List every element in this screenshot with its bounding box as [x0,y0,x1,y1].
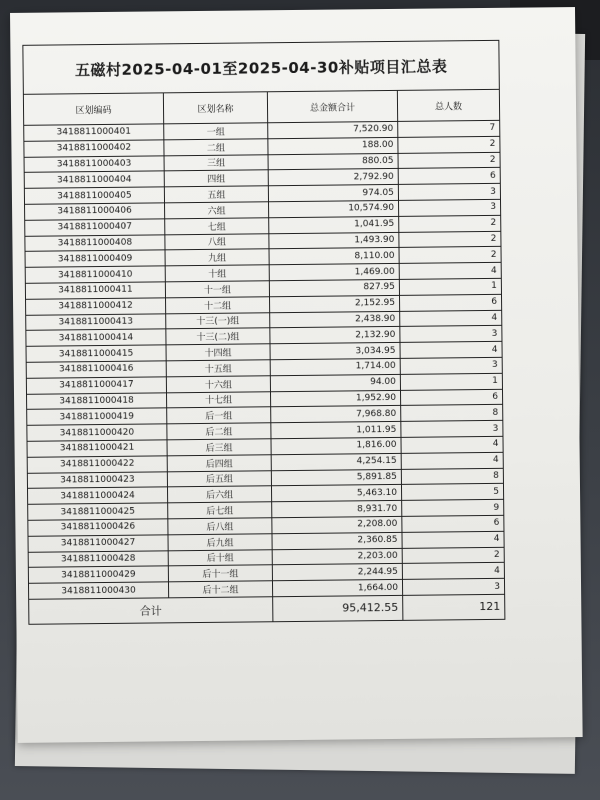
row-name: 三组 [164,154,268,171]
row-name: 十六组 [166,376,270,393]
header-code: 区划编码 [23,93,163,125]
header-count: 总人数 [397,89,499,121]
row-code: 3418811000415 [26,345,166,362]
row-amount: 1,664.00 [272,579,402,596]
row-code: 3418811000424 [27,487,167,504]
row-amount: 8,931.70 [272,501,402,518]
row-name: 后三组 [167,439,271,456]
row-count: 4 [401,436,503,453]
row-amount: 880.05 [268,153,398,170]
row-code: 3418811000414 [26,329,166,346]
row-amount: 2,438.90 [270,311,400,328]
row-amount: 1,714.00 [270,358,400,375]
row-amount: 827.95 [269,279,399,296]
row-count: 2 [402,547,504,564]
row-name: 后十二组 [168,581,272,598]
row-count: 3 [400,357,502,374]
row-code: 3418811000421 [27,440,167,457]
row-count: 6 [400,389,502,406]
row-name: 二组 [164,139,268,156]
row-amount: 3,034.95 [270,343,400,360]
row-name: 一组 [164,123,268,140]
row-amount: 2,360.85 [272,532,402,549]
row-name: 五组 [164,186,268,203]
paper-sheet [10,7,583,743]
row-amount: 5,463.10 [271,485,401,502]
row-name: 后八组 [168,518,272,535]
row-name: 后七组 [168,502,272,519]
row-amount: 2,208.00 [272,516,402,533]
row-code: 3418811000407 [25,219,165,236]
table-title: 五磁村2025-04-01至2025-04-30补贴项目汇总表 [23,40,500,94]
row-amount: 1,816.00 [271,437,401,454]
row-count: 2 [398,152,500,169]
row-code: 3418811000426 [28,519,168,536]
row-count: 3 [401,420,503,437]
row-name: 后十一组 [168,565,272,582]
row-amount: 1,493.90 [269,232,399,249]
row-code: 3418811000406 [25,203,165,220]
row-count: 8 [401,468,503,485]
total-label: 合计 [29,597,273,625]
summary-table [22,40,505,625]
row-name: 后一组 [167,407,271,424]
row-amount: 5,891.85 [271,469,401,486]
row-amount: 1,952.90 [270,390,400,407]
row-amount: 2,132.90 [270,327,400,344]
row-amount: 2,792.90 [268,169,398,186]
row-amount: 4,254.15 [271,453,401,470]
row-amount: 974.05 [268,185,398,202]
row-count: 4 [400,310,502,327]
row-count: 6 [398,168,500,185]
row-name: 十七组 [166,391,270,408]
row-count: 2 [399,215,501,232]
row-code: 3418811000419 [27,408,167,425]
row-name: 八组 [165,233,269,250]
row-code: 3418811000423 [27,471,167,488]
row-code: 3418811000409 [25,250,165,267]
row-amount: 7,968.80 [271,406,401,423]
row-amount: 1,041.95 [269,216,399,233]
row-code: 3418811000403 [24,155,164,172]
row-name: 后十组 [168,549,272,566]
row-code: 3418811000427 [28,535,168,552]
row-amount: 94.00 [270,374,400,391]
row-code: 3418811000422 [27,456,167,473]
header-name: 区划名称 [163,92,267,124]
row-code: 3418811000425 [28,503,168,520]
row-code: 3418811000408 [25,234,165,251]
header-amount: 总金额合计 [267,90,397,122]
row-count: 4 [399,263,501,280]
row-code: 3418811000418 [27,392,167,409]
row-count: 4 [402,531,504,548]
row-code: 3418811000413 [26,313,166,330]
row-count: 7 [398,120,500,137]
row-count: 2 [399,247,501,264]
row-code: 3418811000401 [24,124,164,141]
row-name: 后六组 [167,486,271,503]
row-name: 后九组 [168,533,272,550]
row-count: 4 [402,563,504,580]
row-count: 4 [401,452,503,469]
row-count: 6 [402,515,504,532]
row-code: 3418811000416 [26,361,166,378]
row-count: 2 [398,136,500,153]
row-code: 3418811000430 [28,582,168,599]
row-count: 2 [399,231,501,248]
row-count: 3 [402,578,504,595]
row-name: 十组 [165,265,269,282]
row-name: 十二组 [166,297,270,314]
row-name: 九组 [165,249,269,266]
row-amount: 2,203.00 [272,548,402,565]
row-code: 3418811000410 [25,266,165,283]
row-count: 3 [398,199,500,216]
row-code: 3418811000429 [28,566,168,583]
row-name: 后二组 [167,423,271,440]
row-name: 七组 [165,218,269,235]
row-count: 1 [399,278,501,295]
row-code: 3418811000402 [24,140,164,157]
row-count: 1 [400,373,502,390]
row-count: 6 [399,294,501,311]
row-amount: 188.00 [268,137,398,154]
header-row [23,89,499,125]
row-count: 8 [401,405,503,422]
table-body [24,120,505,599]
row-count: 9 [402,499,504,516]
total-amount: 95,412.55 [273,595,403,621]
row-amount: 2,244.95 [272,564,402,581]
row-name: 十一组 [165,281,269,298]
row-name: 十三(一)组 [166,312,270,329]
row-amount: 2,152.95 [269,295,399,312]
row-name: 后四组 [167,454,271,471]
row-count: 5 [401,484,503,501]
row-amount: 10,574.90 [269,200,399,217]
row-amount: 1,011.95 [271,422,401,439]
row-code: 3418811000412 [26,298,166,315]
row-code: 3418811000404 [24,171,164,188]
row-amount: 1,469.00 [269,264,399,281]
row-name: 十五组 [166,360,270,377]
row-name: 十三(二)组 [166,328,270,345]
row-code: 3418811000405 [24,187,164,204]
row-name: 四组 [164,170,268,187]
row-code: 3418811000420 [27,424,167,441]
total-count: 121 [403,594,505,620]
row-amount: 7,520.90 [268,121,398,138]
total-row [29,594,505,624]
row-name: 十四组 [166,344,270,361]
row-name: 六组 [165,202,269,219]
row-name: 后五组 [167,470,271,487]
row-code: 3418811000411 [25,282,165,299]
row-count: 4 [400,341,502,358]
row-count: 3 [400,326,502,343]
row-code: 3418811000417 [26,377,166,394]
row-amount: 8,110.00 [269,248,399,265]
row-count: 3 [398,184,500,201]
row-code: 3418811000428 [28,550,168,567]
